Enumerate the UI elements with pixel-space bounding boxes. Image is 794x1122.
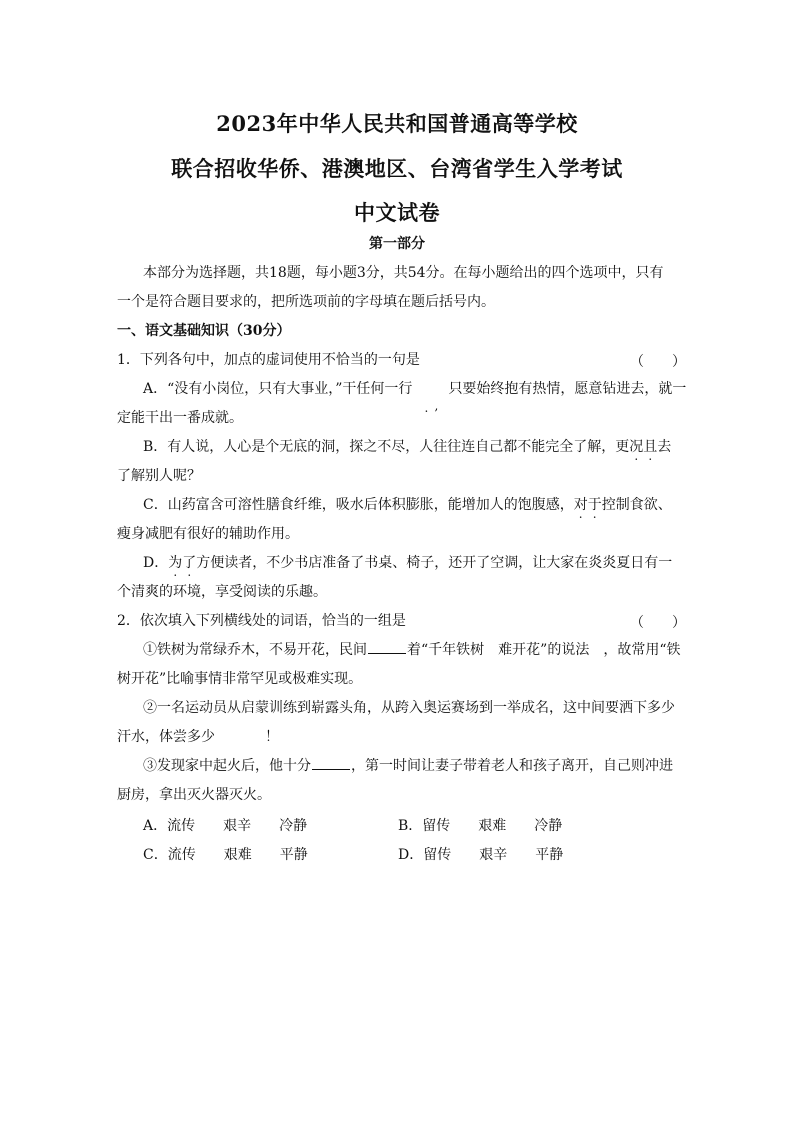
part-heading: 第一部分 bbox=[369, 236, 425, 252]
q2-option-b-letter: B． bbox=[398, 818, 423, 834]
q2-s2-post: ！ bbox=[265, 729, 279, 745]
q2-option-a[interactable] bbox=[143, 815, 307, 835]
q2-answer-bracket: （ ） bbox=[630, 615, 686, 631]
q2-sentence1-line2: 树开花”比喻事情非常罕见或极难实现。 bbox=[117, 671, 363, 687]
q1-b-dot2: 且 bbox=[643, 439, 658, 455]
q2-s3-post: ，第一时间让妻子带着老人和孩子离开，自己则冲进 bbox=[351, 758, 673, 774]
q2-s2-pre: 汗水，体尝多少 bbox=[117, 729, 215, 745]
q1-d-post: 方便读者，不少书店准备了书桌、椅子，还开了空调，让大家在炎炎夏日有一 bbox=[196, 555, 673, 571]
part-intro-line2: 一个是符合题目要求的，把所选项前的字母填在题后括号内。 bbox=[117, 294, 495, 310]
q2-option-b-word2: 艰难 bbox=[478, 818, 507, 834]
exam-title-line1: 2023年中华人民共和国普通高等学校 bbox=[216, 111, 578, 136]
q1-option-a-line2: 定能干出一番成就。 bbox=[117, 410, 243, 426]
q2-option-b[interactable] bbox=[398, 815, 562, 835]
section-heading: 一、语文基础知识（30分） bbox=[117, 323, 291, 339]
q2-s1-pre: ①铁树为常绿乔木，不易开花，民间 bbox=[143, 642, 367, 658]
q1-option-d-line2: 个清爽的环境，享受阅读的乐趣。 bbox=[117, 584, 327, 600]
q2-option-d-letter: D． bbox=[398, 847, 424, 863]
q1-option-a-line1: A．“没有小岗位，只有大事业，”干任何一行 . , 只要始终抱有热情，愿意钻进去，就一 bbox=[143, 381, 687, 415]
q1-option-c-line1 bbox=[143, 496, 672, 514]
q1-option-b-line2: 了解别人呢？ bbox=[117, 468, 201, 484]
q2-option-b-word1: 留传 bbox=[422, 818, 451, 834]
q2-option-c-letter: C． bbox=[143, 847, 168, 863]
q1-c-post: 控制食欲、 bbox=[601, 497, 672, 513]
exam-title-line2: 联合招收华侨、港澳地区、台湾省学生入学考试 bbox=[171, 156, 623, 181]
q2-option-a-word2: 艰辛 bbox=[223, 818, 252, 834]
q1-c-pre: C．山药富含可溶性膳食纤维，吸水后体积膨胀，能增加人的饱腹感， bbox=[143, 497, 574, 513]
q2-sentence2-line2 bbox=[117, 728, 279, 746]
q2-sentence3-line1 bbox=[143, 757, 673, 775]
q1-a-post: 只要始终抱有热情，愿意钻进去，就一 bbox=[448, 381, 687, 397]
q2-stem: 2．依次填入下列横线处的词语，恰当的一组是 bbox=[117, 613, 406, 629]
q2-s3-pre: ③发现家中起火后，他十分 bbox=[143, 758, 311, 774]
q1-stem: 1．下列各句中，加点的虚词使用不恰当的一句是 bbox=[117, 352, 420, 368]
q2-option-b-word3: 冷静 bbox=[534, 818, 563, 834]
q1-option-c-line2: 瘦身减肥有很好的辅助作用。 bbox=[117, 526, 299, 542]
q1-c-dot2: 于 bbox=[587, 497, 602, 513]
q2-option-d-word1: 留传 bbox=[423, 847, 452, 863]
q2-option-c[interactable] bbox=[143, 844, 308, 864]
q2-blank-1[interactable] bbox=[368, 641, 406, 654]
q2-option-c-word2: 艰难 bbox=[223, 847, 252, 863]
q2-sentence2-line1: ②一名运动员从启蒙训练到崭露头角，从跨入奥运赛场到一举成名，这中间要洒下多少 bbox=[143, 700, 675, 716]
part-intro-line1: 本部分为选择题，共18题，每小题3分，共54分。在每小题给出的四个选项中，只有 bbox=[143, 265, 664, 281]
q2-option-a-letter: A． bbox=[143, 818, 168, 834]
q2-option-a-word3: 冷静 bbox=[279, 818, 308, 834]
q2-sentence3-line2: 厨房，拿出灭火器灭火。 bbox=[117, 787, 271, 803]
q2-option-d[interactable] bbox=[398, 844, 563, 864]
q2-s1-post: 着“千年铁树 难开花”的说法 ，故常用“铁 bbox=[407, 642, 681, 658]
q2-option-c-word3: 平静 bbox=[279, 847, 308, 863]
q2-option-d-word3: 平静 bbox=[535, 847, 564, 863]
q1-option-d-line1 bbox=[143, 554, 672, 572]
q2-sentence1-line1 bbox=[143, 641, 680, 659]
q2-blank-3[interactable] bbox=[312, 757, 350, 770]
q1-a-pre: A．“没有小岗位，只有大事业，”干任何一行 bbox=[143, 381, 413, 397]
exam-title-line3: 中文试卷 bbox=[354, 200, 440, 225]
q2-option-d-word2: 艰辛 bbox=[479, 847, 508, 863]
q1-d-dot1: 为 bbox=[168, 555, 183, 571]
q1-option-b-line1 bbox=[143, 438, 671, 456]
q1-d-pre: D． bbox=[143, 555, 169, 571]
q1-b-post: 去 bbox=[657, 439, 672, 455]
q1-d-dot2: 了 bbox=[182, 555, 197, 571]
q1-c-dot1: 对 bbox=[573, 497, 588, 513]
q2-option-a-word1: 流传 bbox=[167, 818, 196, 834]
q2-option-c-word1: 流传 bbox=[167, 847, 196, 863]
q1-b-dot1: 况 bbox=[629, 439, 644, 455]
q1-answer-bracket: （ ） bbox=[630, 354, 686, 370]
q1-b-pre: B．有人说，人心是个无底的洞，探之不尽，人往往连自己都不能完全了解，更 bbox=[143, 439, 630, 455]
